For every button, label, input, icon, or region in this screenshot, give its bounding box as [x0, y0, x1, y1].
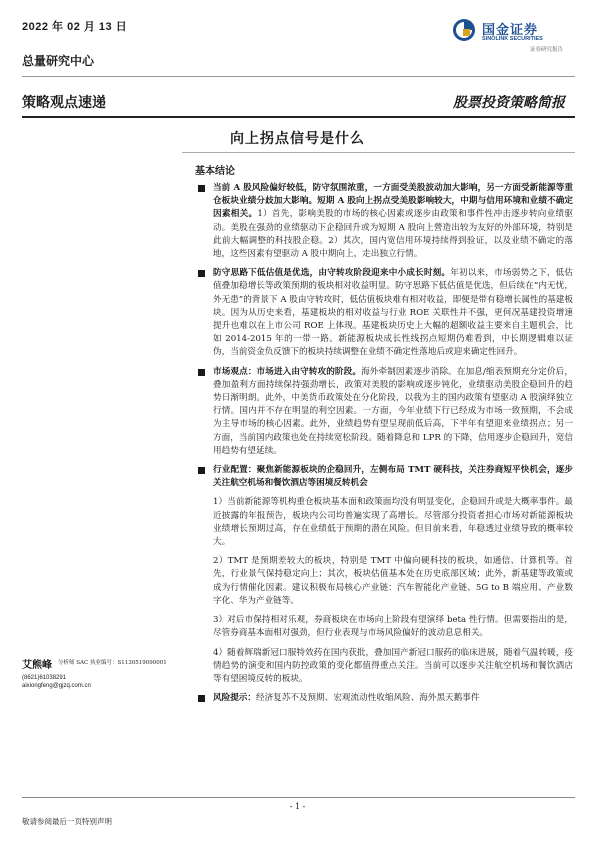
sector-item: 2）TMT 是预期差较大的板块，特别是 TMT 中偏向硬科技的板块，如通信、计算机等。首先，行业景气保持稳定向上；其次，板块估值基本处在历史底部区域；此外，新基建等政策或成为行情催化因素。建议积极布局核心产业链：汽车智能化产业链、5G to B 端应用、产业数字化、华为产业链等。 [213, 556, 573, 606]
header-divider [22, 76, 575, 77]
footer-divider [22, 797, 575, 798]
paragraph-body: 海外牵制因素逐步消除。在加息/缩表预期充分定价后，叠加盈利方面持续保持强劲增长，政策对美股的影响或逐步钝化，业绩驱动美股企稳回升的趋势日渐明朗。此外，中美货币政策处在分化阶段，以我为主的国内政策有望驱动 A 股演绎独立行情。国内并不存在明显的利空因素。一方面，今年业绩下行已经成为市场一致预期，不会成为主导市场的核心因素。此外，业绩趋势有望呈现前低后高，下半年有望迎来业绩拐点；另一方面，当前国内政策也处在持续宽松阶段。随着降息和 LPR 的下降，信用逐步企稳回升，宽信用趋势有望延续。 [213, 366, 573, 456]
analyst-phone: (8621)61038291 [22, 675, 67, 681]
page-number: - 1 - [289, 802, 306, 811]
paragraph-lead: 防守思路下低估值是优选，由守转攻阶段迎来中小成长时刻。 [213, 268, 451, 279]
risk-body: 经济复苏不及预期、宏观流动性收缩风险、海外黑天鹅事件 [255, 693, 480, 704]
sector-item: 3）对后市保持相对乐观，券商板块在市场向上阶段有望演绎 beta 性行情。但需要指出的是，尽管券商基本面相对强劲，但行业表现与市场风险偏好的波动息息相关。 [213, 615, 573, 639]
report-title: 向上拐点信号是什么 [230, 131, 365, 147]
research-center: 总量研究中心 [22, 54, 95, 68]
logo-name-cn: 国金证券 [482, 22, 539, 37]
bullet-square-icon [198, 185, 205, 192]
report-body [195, 182, 573, 711]
header-rule [22, 116, 575, 118]
company-logo [452, 18, 572, 54]
analyst-email[interactable]: aixiongfeng@gjzq.com.cn [22, 683, 91, 689]
conclusion-paragraph [195, 464, 573, 490]
bullet-square-icon [198, 467, 205, 474]
conclusion-paragraph [195, 182, 573, 261]
risk-lead: 风险提示： [213, 693, 256, 704]
logo-mark-icon [452, 18, 476, 42]
analyst-block [22, 656, 182, 689]
sector-item: 4）随着辉瑞新冠口服特效药在国内获批，叠加国产新冠口服药的临床进展，随着气温转暖，疫情趋势的演变和国内防控政策的变化都值得重点关注。当前可以逐步关注航空机场和餐饮酒店等有望困境反转的板块。 [213, 647, 573, 684]
paragraph-lead: 市场观点：市场进入由守转攻的阶段。 [213, 366, 362, 377]
conclusion-paragraph [195, 267, 573, 359]
conclusion-paragraph [195, 366, 573, 458]
analyst-name: 艾熊峰 [22, 660, 52, 671]
analyst-cert: 分析师 SAC 执业编号：S1130519090001 [58, 660, 167, 666]
risk-paragraph [195, 692, 573, 705]
report-date: 2022 年 02 月 13 日 [22, 21, 128, 33]
title-divider [182, 152, 575, 153]
bullet-square-icon [198, 270, 205, 277]
sector-list [195, 496, 573, 686]
bullet-square-icon [198, 695, 205, 702]
report-type: 股票投资策略简报 [453, 95, 565, 111]
logo-name-en: SINOLINK SECURITIES [482, 36, 543, 42]
footer-disclaimer: 敬请参阅最后一页特别声明 [22, 817, 112, 826]
paragraph-lead: 行业配置：聚焦新能源板块的企稳回升，左侧布局 TMT 硬科技，关注券商短平快机会，逐步关注航空机场和餐饮酒店等困境反转机会 [213, 465, 573, 489]
logo-subline: 证券研究报告 [530, 47, 564, 53]
sector-item: 1）当前新能源等机构重仓板块基本面和政策面均没有明显变化，企稳回升或是大概率事件。最近披露的年报预告，板块内公司均普遍实现了高增长。尽管部分投资者担心市场对新能源板块业绩增长预期过高，存在业绩低于预期的潜在风险。但目前来看，年稳透过业绩导致的概率较大。 [213, 497, 573, 548]
paragraph-lead: 当前 A 股风险偏好较低，防守氛围浓重，一方面受美股波动加大影响，另一方面受新能源等重仓板块业绩分歧加大影响。短期 A 股向上拐点受美股影响较大，中期与信用环境和业绩不确定因素相关。 [213, 183, 573, 220]
section-title: 基本结论 [195, 166, 235, 177]
column-title: 策略观点速递 [22, 95, 106, 111]
paragraph-body: 年初以来，市场弱势之下，低估值叠加稳增长等政策预期的板块相对收益明显。防守思路下低估值是优选，但后续在“内无忧，外无患”的背景下 A 股由守转攻时，低估值板块难有相对收益，即便是带有稳增长属性的基建板块。因为从历史来看，基建板块的相对收益与行业 ROE 关联性并不强，更何况基建投资增速提升也难以在上市公司 ROE 上体现。基建板块历史上大幅的超额收益主要来自主题机会，比如 2014-2015 年的一带一路。新能源板块成长性线拐点短期仍难看到，中长期逻辑难以证伪，当前资金负反馈下的板块持续调整在业绩不确定性落地后或迎来确定性回升。 [213, 268, 573, 358]
paragraph-body: 1）首先，影响美股的市场的核心因素或逐步由政策和事件性冲击逐步转向业绩驱动。美股在强劲的业绩驱动下企稳回升或为短期 A 股向上營造出较为友好的外部环境，特别是此前大幅调整的科技股企稳。2）其次，国内宽信用环境持续得到验证，以及业绩不确定的落地，这些因素有望驱动 A 股中期向上，走出独立行情。 [213, 209, 573, 260]
bullet-square-icon [198, 369, 205, 376]
